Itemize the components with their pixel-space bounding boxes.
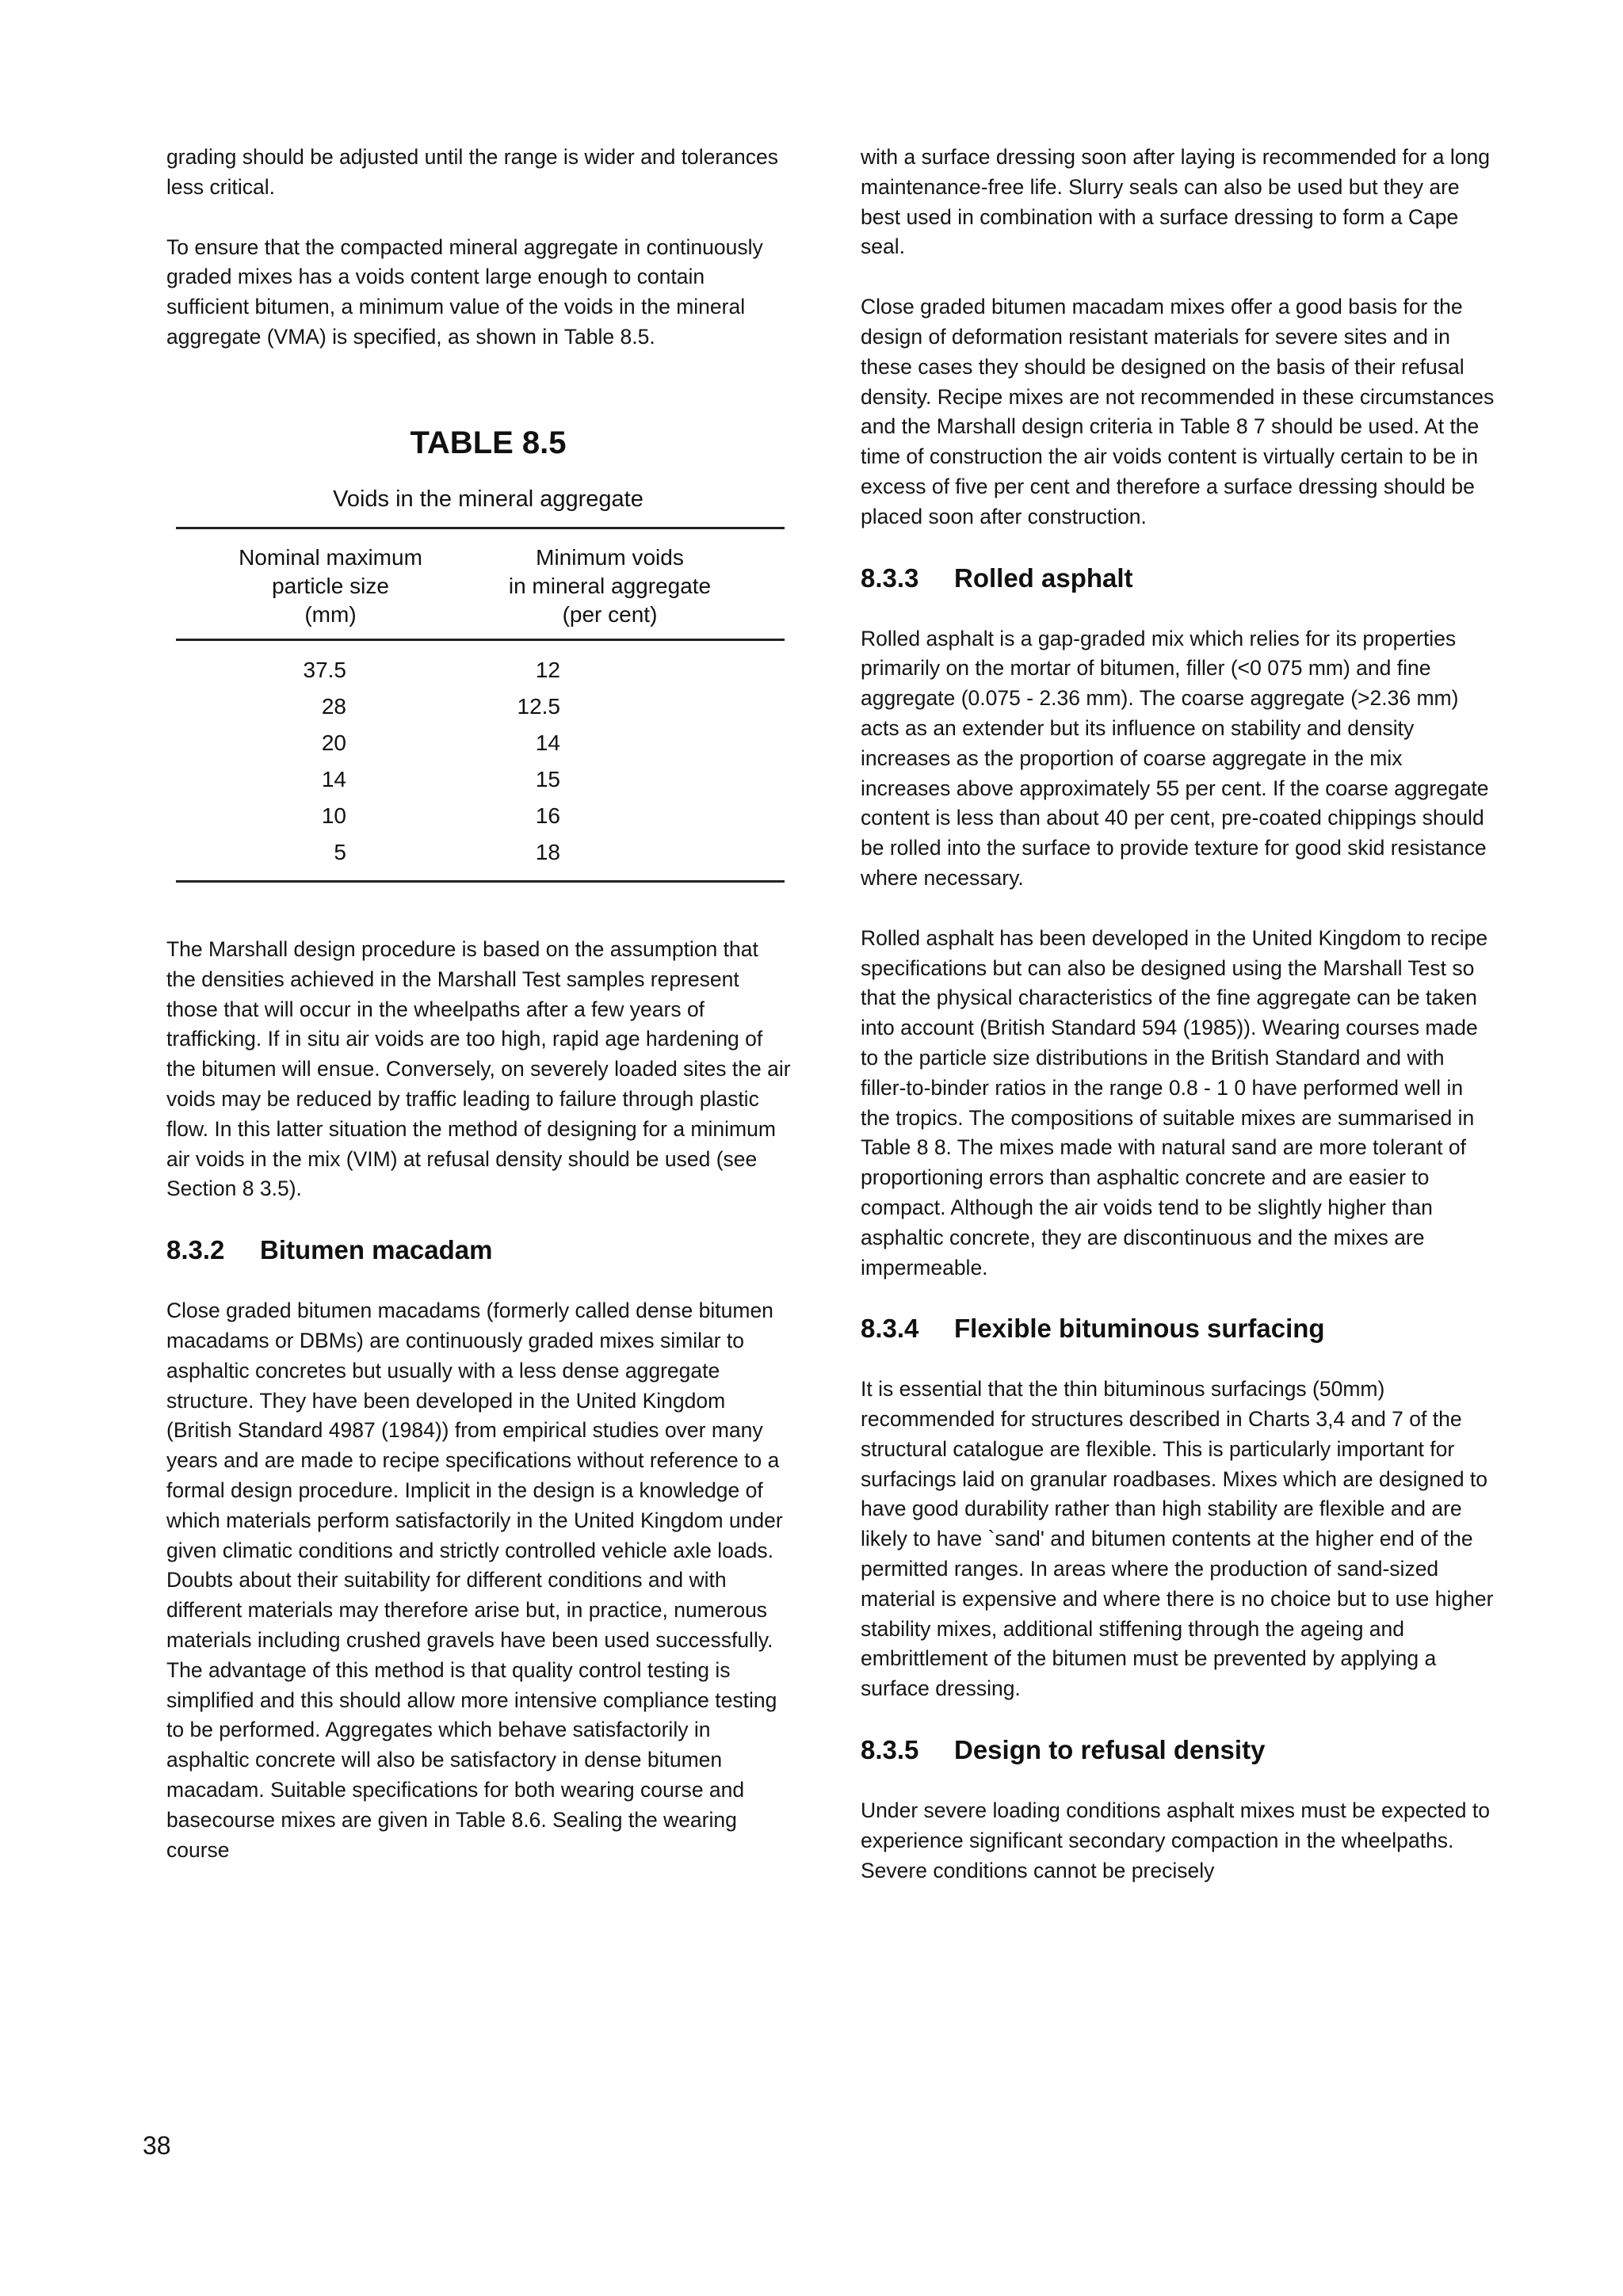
section-number: 8.3.4 (861, 1314, 919, 1344)
section-heading-8-3-2 (166, 1234, 791, 1266)
table-row (176, 652, 785, 688)
section-heading-8-3-3 (861, 563, 1495, 594)
table-cell: 12 (535, 658, 560, 682)
section-number: 8.3.2 (166, 1235, 225, 1265)
section-number: 8.3.5 (861, 1735, 919, 1765)
paragraph: It is essential that the thin bituminous surfacings (50mm) recommended for structures described in Charts 3,4 and 7 of the structural catalogue are flexible. This is particularly important for surfacings laid on granular roadbases. Mixes which are designed to have good durability rather than high stability are flexible and are likely to have `sand' and bitumen contents at the higher end of the permitted ranges. In areas where the production of sand-sized material is expensive and where there is no choice but to use higher stability mixes, additional stiffening through the ageing and embrittlement of the bitumen must be prevented by applying a surface dressing. (861, 1377, 1494, 1701)
table-body (176, 641, 785, 880)
paragraph: grading should be adjusted until the range is wider and tolerances less critical. (166, 145, 778, 199)
section-title: Design to refusal density (954, 1735, 1266, 1765)
table-cell: 18 (535, 840, 560, 864)
table-cell: 37.5 (303, 658, 346, 682)
table-cell: 15 (535, 767, 560, 791)
paragraph: Rolled asphalt is a gap-graded mix which relies for its properties primarily on the mortar of bitumen, filler (<0 075 mm) and fine aggregate (0.075 - 2.36 mm). The coarse aggregate (>2.36 mm) acts as an extender but its influence on stability and density increases as the proportion of coarse aggregate in the mix increases above approximately 55 per cent. If the coarse aggregate content is less than about 40 per cent, pre-coated chippings should be rolled into the surface to provide texture for good skid resistance where necessary. (861, 626, 1489, 890)
paragraph: Under severe loading conditions asphalt mixes must be expected to experience significant secondary compaction in the wheelpaths. Severe conditions cannot be precisely (861, 1798, 1490, 1882)
left-column (166, 143, 791, 383)
table-cell: 28 (321, 694, 346, 719)
paragraph: To ensure that the compacted mineral aggregate in continuously graded mixes has a voids content large enough to contain sufficient bitumen, a minimum value of the voids in the mineral aggregate (VMA) is specified, as shown in Table 8.5. (166, 235, 763, 349)
section-title: Flexible bituminous surfacing (954, 1314, 1325, 1344)
section-heading-8-3-4 (861, 1313, 1495, 1344)
paragraph: Rolled asphalt has been developed in the United Kingdom to recipe specifications but can also be designed using the Marshall Test so that the physical characteristics of the fine aggregate can be taken into account (British Standard 594 (1985)). Wearing courses made to the particle size distributions in the British Standard and with filler-to-binder ratios in the range 0.8 - 1 0 have performed well in the tropics. The compositions of suitable mixes are summarised in Table 8 8. The mixes made with natural sand are more tolerant of proportioning errors than asphaltic concrete and are easier to compact. Although the air voids tend to be slightly higher than asphaltic concrete, they are discontinuous and the mixes are impermeable. (861, 925, 1488, 1280)
table-cell: 14 (321, 767, 346, 791)
section-number: 8.3.3 (861, 563, 919, 593)
page-number: 38 (143, 2131, 171, 2160)
table-row (176, 798, 785, 834)
paragraph: The Marshall design procedure is based on the assumption that the densities achieved in the Marshall Test samples represent those that will occur in the wheelpaths after a few years of trafficking. If in situ air voids are too high, rapid age hardening of the bitumen will ensue. Conversely, on severely loaded sites the air voids may be reduced by traffic leading to failure through plastic flow. In this latter situation the method of designing for a minimum air voids in the mix (VIM) at refusal density should be used (see Section 8 3.5). (166, 937, 791, 1201)
left-column-lower (166, 935, 791, 1895)
section-title: Rolled asphalt (954, 563, 1133, 593)
table-cell: 10 (321, 803, 346, 828)
table-header-min-voids: Minimum voids in mineral aggregate (per cent) (508, 545, 712, 627)
table-cell: 5 (334, 840, 346, 864)
table-header (176, 529, 785, 639)
table-8-5 (176, 424, 785, 883)
table-header-particle-size: Nominal maximum particle size (mm) (239, 545, 422, 627)
paragraph: with a surface dressing soon after laying is recommended for a long maintenance-free life. Slurry seals can also be used but they are best used in combination with a surface dressing to form a Cape seal. (861, 145, 1490, 259)
paragraph: Close graded bitumen macadams (formerly called dense bitumen macadams or DBMs) are continuously graded mixes similar to asphaltic concretes but usually with a less dense aggregate structure. They have been developed in the United Kingdom (British Standard 4987 (1984)) from empirical studies over many years and are made to recipe specifications without reference to a formal design procedure. Implicit in the design is a knowledge of which materials perform satisfactorily in the United Kingdom under given climatic conditions and strictly controlled vehicle axle loads. Doubts about their suitability for different conditions and with different materials may therefore arise but, in practice, numerous materials including crushed gravels have been used successfully. The advantage of this method is that quality control testing is simplified and this should allow more intensive compliance testing to be performed. Aggregates which behave satisfactorily in asphaltic concrete will also be satisfactory in dense bitumen macadam. Suitable specifications for both wearing course and basecourse mixes are given in Table 8.6. Sealing the wearing course (166, 1299, 783, 1862)
table-title: TABLE 8.5 (410, 425, 567, 460)
table-cell: 16 (535, 803, 560, 828)
table-subtitle: Voids in the mineral aggregate (333, 486, 643, 512)
table-cell: 12.5 (517, 694, 560, 719)
table-cell: 20 (321, 730, 346, 755)
table-row (176, 725, 785, 761)
section-heading-8-3-5 (861, 1734, 1495, 1766)
table-row (176, 834, 785, 871)
table-rule-bottom (176, 880, 785, 883)
table-row (176, 761, 785, 798)
section-title: Bitumen macadam (260, 1235, 493, 1265)
paragraph: Close graded bitumen macadam mixes offer a good basis for the design of deformation resistant materials for severe sites and in these cases they should be designed on the basis of their refusal density. Recipe mixes are not recommended in these circumstances and the Marshall design criteria in Table 8 7 should be used. At the time of construction the air voids content is virtually certain to be in excess of five per cent and therefore a surface dressing should be placed soon after construction. (861, 295, 1495, 528)
right-column (861, 143, 1495, 1916)
table-row (176, 688, 785, 725)
table-cell: 14 (535, 730, 560, 755)
